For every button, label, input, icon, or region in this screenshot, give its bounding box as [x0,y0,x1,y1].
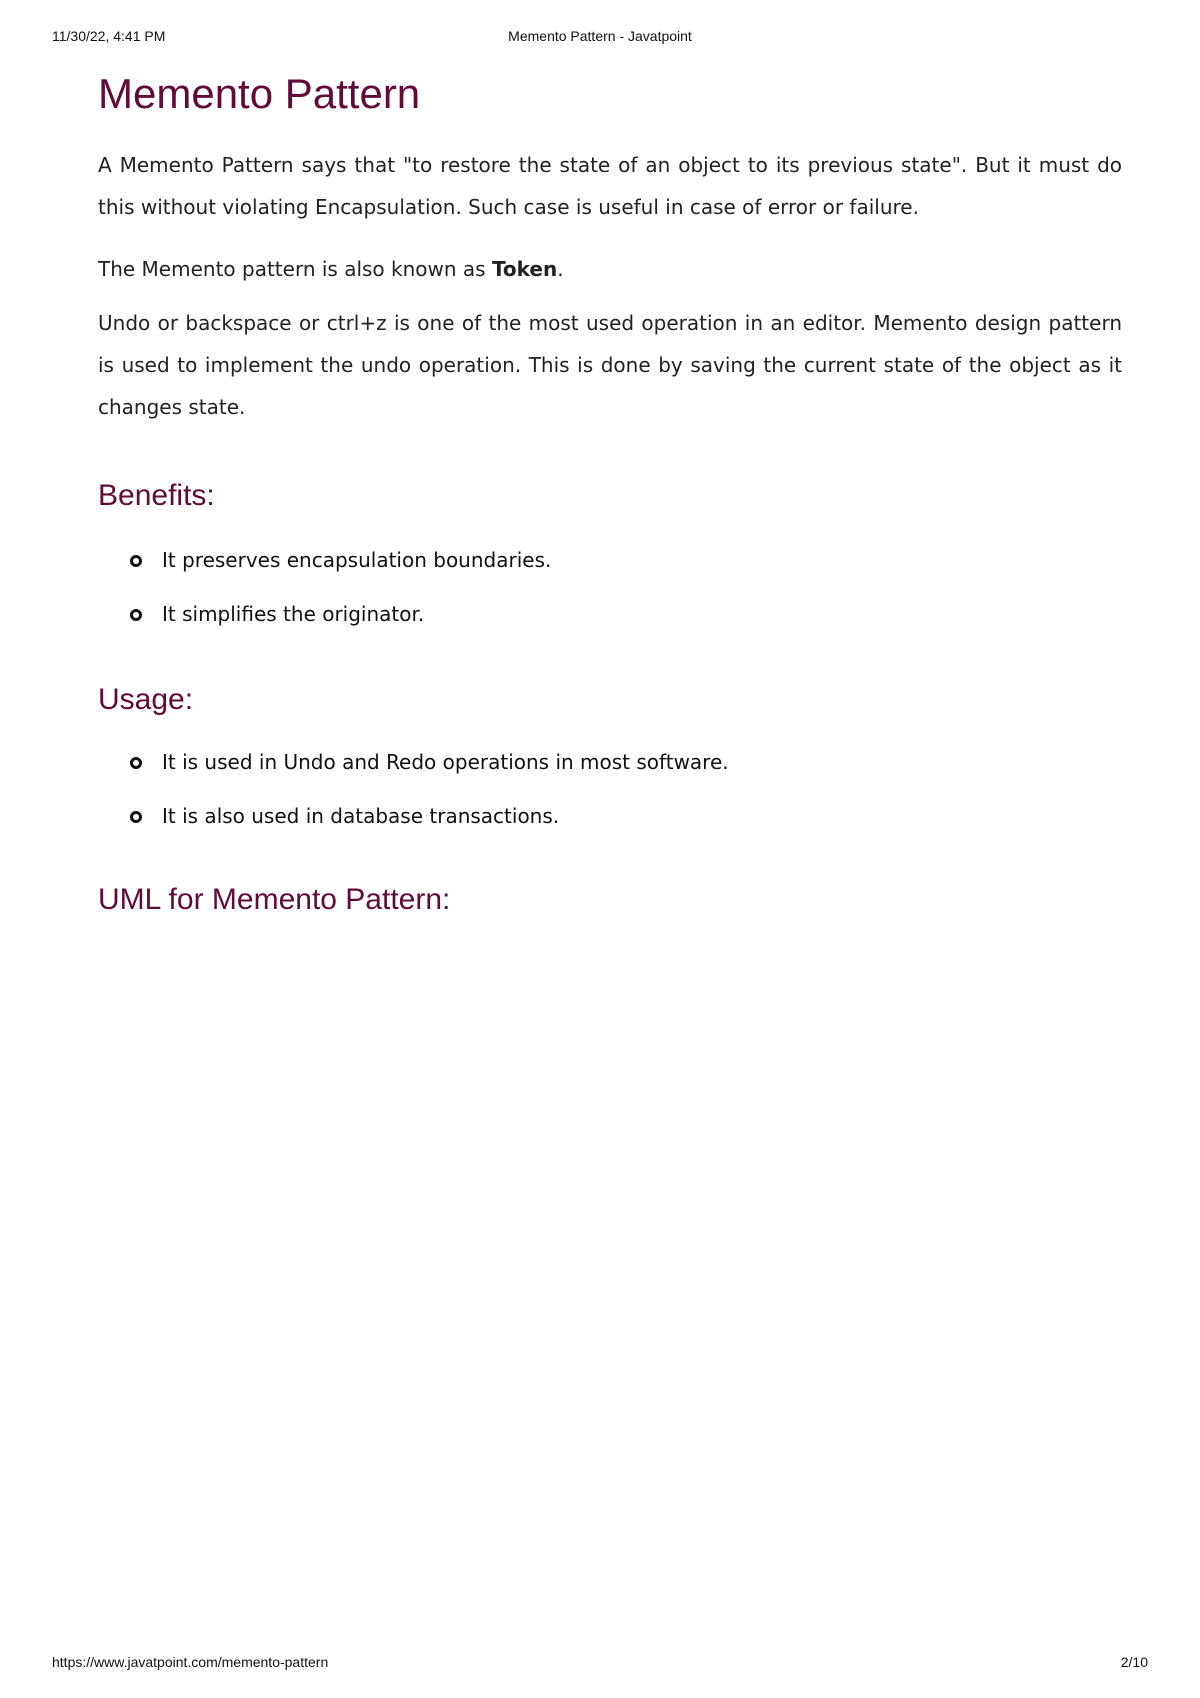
undo-paragraph: Undo or backspace or ctrl+z is one of the most used operation in an editor. Memento design pattern is used to implement the undo operation. This is done by saving the current state of the object as it changes state. [98,311,1122,419]
print-page-title: Memento Pattern - Javatpoint [508,28,692,44]
page-number: 2/10 [1120,1654,1148,1670]
article-content [98,68,1122,920]
aka-term: Token [491,257,558,281]
article-title: Memento Pattern [98,70,421,117]
list-item: It simplifies the originator. [130,600,1122,628]
print-datetime: 11/30/22, 4:41 PM [52,28,166,44]
list-item: It is used in Undo and Redo operations in most software. [130,748,1122,776]
usage-heading: Usage: [98,683,194,716]
intro-paragraph: A Memento Pattern says that "to restore the state of an object to its previous state". But it must do this without violating Encapsulation. Such case is useful in case of error or failure. [98,153,1122,219]
benefits-heading: Benefits: [98,479,215,512]
circle-bullet-icon [130,555,142,567]
page-url: https://www.javatpoint.com/memento-pattern [52,1654,329,1670]
list-item: It preserves encapsulation boundaries. [130,546,1122,574]
aka-prefix: The Memento pattern is also known as [98,257,492,281]
list-item: It is also used in database transactions. [130,802,1122,830]
usage-list [98,748,1122,830]
benefits-list [98,546,1122,628]
print-header [52,28,1148,48]
print-footer [52,1654,1148,1674]
uml-heading: UML for Memento Pattern: [98,883,451,916]
aka-suffix: . [557,257,564,281]
circle-bullet-icon [130,609,142,621]
circle-bullet-icon [130,757,142,769]
circle-bullet-icon [130,811,142,823]
aka-paragraph [98,248,1122,290]
